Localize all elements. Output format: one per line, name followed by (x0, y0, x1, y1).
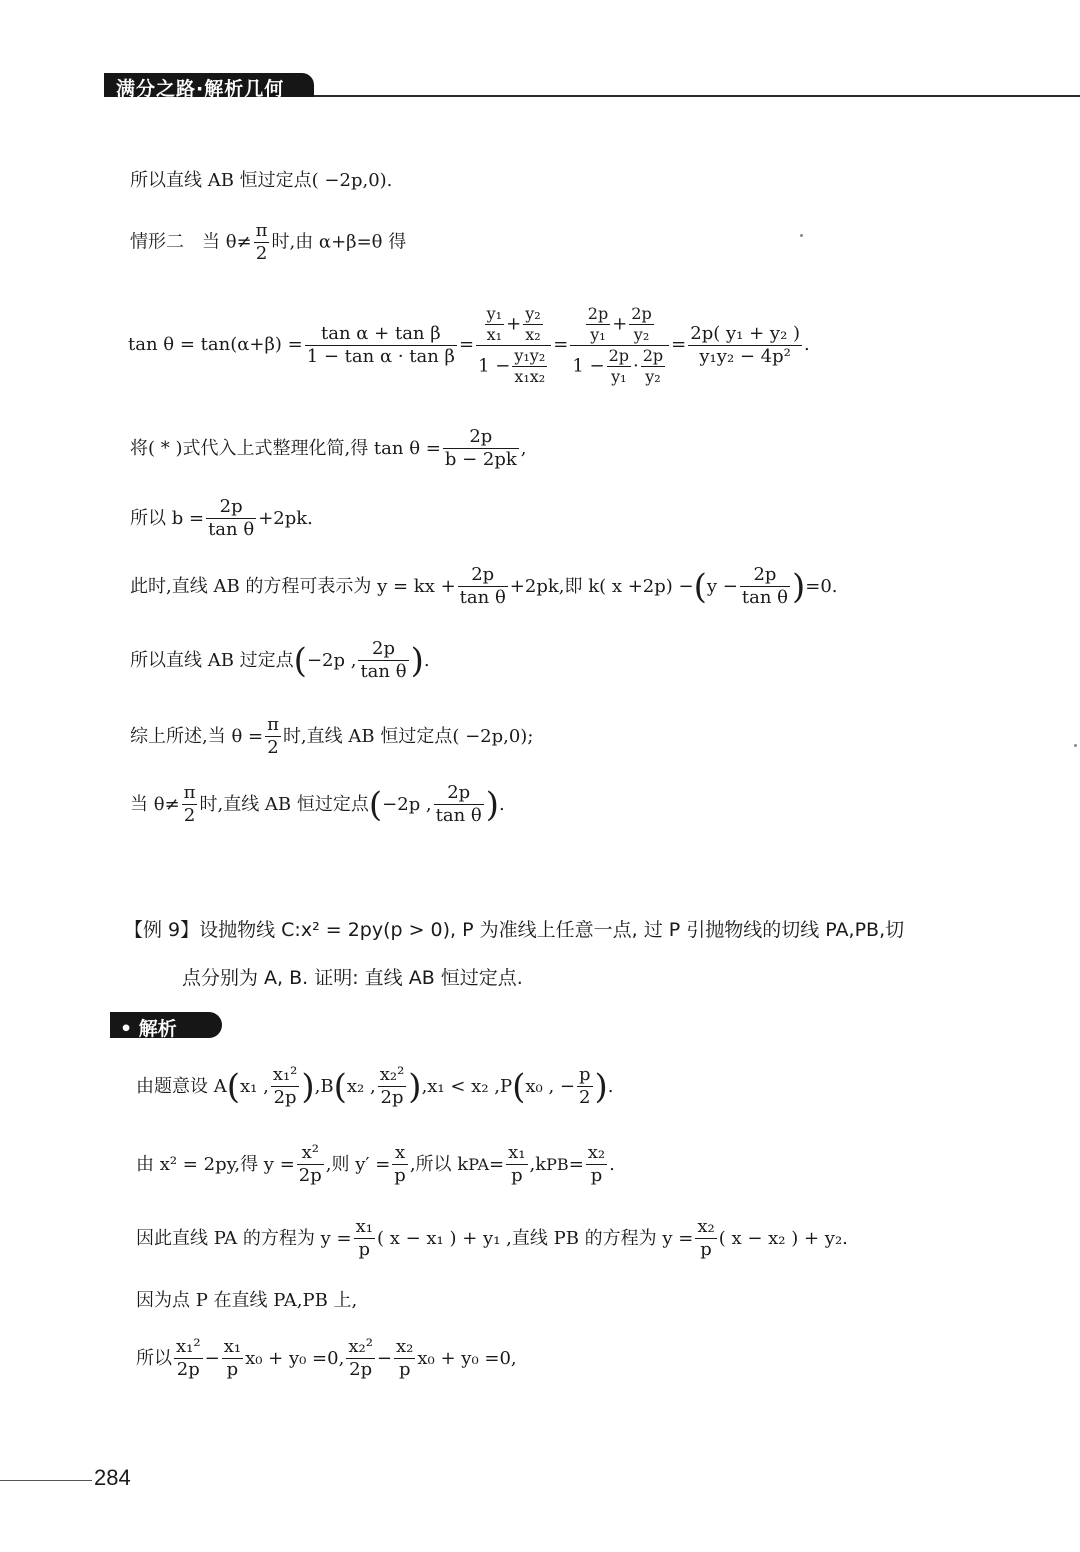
numerator: π (183, 782, 196, 803)
numerator: x₁ (223, 1336, 242, 1357)
denominator: p (590, 1165, 603, 1186)
fraction (394, 1338, 415, 1379)
text-span: 时,直线 AB 恒过定点 (199, 793, 369, 815)
paren-open: ( (368, 784, 383, 825)
denominator: tan θ (459, 587, 506, 608)
fraction (443, 428, 519, 469)
text-span: 将( * )式代入上式整理化简,得 tan θ = (130, 437, 441, 459)
text-span: ,k (529, 1153, 547, 1175)
text-span: 时,由 α+β=θ 得 (271, 231, 407, 253)
text-span: 因此直线 PA 的方程为 y = (136, 1227, 352, 1249)
numerator: p (579, 1064, 591, 1085)
text-span: y − (706, 575, 738, 597)
fraction (354, 1218, 375, 1259)
text-span: = (568, 1153, 584, 1175)
fraction (629, 303, 653, 344)
text-span: 所以 (136, 1347, 172, 1369)
example-9 (124, 906, 984, 1002)
denominator: 2p (298, 1165, 322, 1186)
numerator: y₂ (525, 303, 541, 323)
fraction (346, 1338, 375, 1379)
numerator: 2p (443, 428, 519, 449)
fraction (458, 566, 508, 607)
fraction (523, 303, 542, 344)
equals: = (458, 334, 475, 355)
period: . (804, 334, 810, 355)
text-span: +2pk,即 k( x +2p) − (509, 575, 694, 597)
solution-line-5 (136, 1338, 517, 1379)
numerator: y₁ (486, 303, 503, 323)
denominator: y₂ (645, 366, 661, 386)
numerator: x₁ (355, 1216, 373, 1237)
text-line-5 (130, 498, 313, 539)
numerator: x₂ (697, 1216, 715, 1237)
denominator: tan θ (208, 519, 255, 540)
text-line-4 (130, 428, 527, 469)
denominator: x₂ (525, 324, 541, 344)
text-span: x₀ + y₀ =0, (245, 1347, 345, 1369)
denominator: 1 − $\frac{\text{y₁y₂}}{\text{x₁x₂}}$ (478, 345, 546, 386)
header-rule (314, 95, 1080, 97)
text-line-9 (130, 784, 505, 825)
text-line-6 (130, 566, 838, 607)
text-span: ,则 y′ = (325, 1153, 391, 1175)
denominator: 2 (183, 805, 196, 826)
fraction (607, 345, 631, 386)
subscript: PA (468, 1154, 490, 1174)
denominator: x₁x₂ (514, 366, 546, 386)
minus: − (376, 1347, 393, 1369)
analysis-tag: • 解析 (120, 1018, 177, 1040)
paren-open: ( (226, 1066, 240, 1107)
subscript: PB (546, 1154, 569, 1174)
text-span: ,所以 k (409, 1153, 469, 1175)
period: . (609, 1153, 615, 1175)
solution-line-4: 因为点 P 在直线 PA,PB 上, (136, 1290, 358, 1311)
period: . (423, 649, 430, 671)
equals: = (671, 334, 687, 355)
denominator: tan θ (435, 805, 482, 826)
text-line-7 (130, 640, 430, 681)
numerator: x₂² (348, 1336, 373, 1357)
denominator: y₁y₂ − 4p² (699, 345, 791, 367)
denominator: x₁ (486, 324, 503, 344)
fraction (378, 1066, 407, 1107)
period: . (607, 1075, 614, 1097)
text-span: ,x₁ < x₂ ,P (421, 1075, 513, 1097)
text-span: +2pk. (258, 507, 313, 529)
denominator: 2p (273, 1087, 297, 1108)
formula-tan-theta (128, 290, 810, 400)
paren-open: ( (293, 640, 307, 681)
solution-line-2 (136, 1144, 615, 1185)
text-span: −2p , (382, 793, 432, 815)
fraction (206, 498, 256, 539)
solution-line-3 (136, 1218, 848, 1259)
denominator: b − 2pk (444, 449, 517, 470)
text-span: 此时,直线 AB 的方程可表示为 y = kx + (130, 575, 456, 597)
numerator: 2p (608, 345, 630, 365)
numerator: 2p (740, 566, 790, 587)
fraction (485, 303, 504, 344)
denominator: p (226, 1359, 239, 1380)
denominator: 2p (349, 1359, 373, 1380)
numerator: x₁² (176, 1336, 201, 1357)
text-line-1: 所以直线 AB 恒过定点( −2p,0). (130, 170, 393, 191)
numerator: x₂ (396, 1336, 414, 1357)
fraction (577, 1066, 593, 1107)
scan-speck (1074, 744, 1077, 747)
denominator: 2p (380, 1087, 404, 1108)
paren-open: ( (512, 1066, 526, 1107)
text-span: −2p , (306, 649, 357, 671)
fraction (586, 1144, 607, 1185)
paren-open: ( (693, 566, 707, 607)
fraction (182, 784, 198, 825)
fraction (265, 716, 281, 757)
denominator: y₁ (611, 366, 627, 386)
numerator: π (267, 714, 279, 735)
text-span: 综上所述,当 θ = (130, 725, 264, 747)
period: . (499, 793, 505, 815)
fraction (254, 222, 270, 263)
example-line-2: 点分别为 A, B. 证明: 直线 AB 恒过定点. (182, 967, 523, 989)
fraction (222, 1338, 243, 1379)
paren-close: ) (485, 784, 500, 825)
comma: , (520, 437, 527, 459)
text-span: 所以 b = (130, 507, 205, 529)
fraction (740, 566, 790, 607)
fraction (358, 640, 408, 681)
page-number: 284 (94, 1465, 131, 1490)
denominator: 2p (176, 1359, 200, 1380)
denominator: 2 (255, 243, 268, 264)
numerator: x₁ (508, 1142, 526, 1163)
text-span: 时,直线 AB 恒过定点( −2p,0); (282, 725, 534, 747)
numerator: x₁² (272, 1064, 298, 1085)
minus: − (204, 1347, 220, 1369)
paren-close: ) (301, 1066, 315, 1107)
numerator: 2p (358, 640, 408, 661)
fraction (586, 303, 610, 344)
numerator: $\frac{\text{y₁}}{\text{x₁}}$ + $\frac{\text{y₂}}{\text{x₂}}$ (476, 306, 551, 346)
numerator: x (392, 1144, 408, 1165)
numerator: $\frac{2p}{\text{y₁}}$ + $\frac{2p}{\text{y₂}}$ (570, 306, 669, 346)
footer-rule (0, 1480, 92, 1481)
text-span: = (489, 1153, 505, 1175)
fraction-result (688, 322, 802, 367)
numerator: 2p (642, 345, 664, 365)
fraction (271, 1066, 300, 1107)
numerator: 2p (631, 303, 652, 323)
text-span: x₁ , (240, 1075, 269, 1097)
fraction-slopes (476, 303, 551, 386)
fraction (174, 1338, 203, 1379)
text-line-8 (130, 716, 533, 757)
scan-speck (800, 234, 803, 237)
numerator: x² (297, 1144, 324, 1165)
text-span: 当 θ≠ (130, 793, 180, 815)
text-span: ,B (314, 1075, 334, 1097)
text-span: tan θ = tan(α+β) = (128, 334, 303, 355)
fraction (506, 1144, 527, 1185)
text-span: ( x − x₁ ) + y₁ ,直线 PB 的方程为 y = (376, 1227, 694, 1249)
numerator: x₂ (587, 1142, 606, 1163)
denominator: tan θ (360, 661, 407, 682)
denominator: 1 − $\frac{2p}{\text{y₁}}$ · $\frac{2p}{\text{y₂}}$ (572, 345, 664, 386)
denominator: p (398, 1359, 411, 1380)
text-line-2 (130, 222, 406, 263)
numerator: 2p (206, 498, 256, 519)
numerator: tan α + tan β (305, 325, 457, 346)
numerator: 2p (587, 303, 609, 323)
paren-close: ) (792, 566, 806, 607)
denominator: tan θ (741, 587, 788, 608)
fraction (392, 1144, 408, 1185)
denominator: p (700, 1239, 712, 1260)
numerator: 2p( y₁ + y₂ ) (690, 322, 801, 344)
text-span: x₀ + y₀ =0, (417, 1347, 517, 1369)
text-span: x₂ , (346, 1075, 376, 1097)
numerator: x₂² (379, 1064, 405, 1085)
text-span: =0. (805, 575, 838, 597)
fraction (641, 345, 665, 386)
denominator: p (511, 1165, 523, 1186)
paren-close: ) (594, 1066, 608, 1107)
fraction (434, 784, 484, 825)
denominator: y₂ (633, 324, 650, 344)
numerator: y₁y₂ (514, 345, 546, 365)
text-span: 所以直线 AB 过定点 (130, 649, 294, 671)
paren-close: ) (410, 640, 424, 681)
fraction-tan-sum (305, 322, 457, 367)
text-span: 由题意设 A (136, 1075, 227, 1097)
paren-close: ) (408, 1066, 422, 1107)
fraction (297, 1144, 324, 1185)
denominator: 2 (267, 737, 279, 758)
running-header-title: 满分之路·解析几何 (116, 78, 285, 100)
text-span: 情形二 当 θ≠ (130, 231, 252, 253)
text-span: ( x − x₂ ) + y₂. (718, 1227, 848, 1249)
paren-open: ( (333, 1066, 347, 1107)
numerator: 2p (458, 566, 508, 587)
denominator: 1 − tan α · tan β (306, 345, 455, 367)
fraction (695, 1218, 716, 1259)
denominator: p (394, 1165, 406, 1186)
denominator: y₁ (590, 324, 606, 344)
fraction-2p (570, 303, 669, 386)
example-line-1: 【例 9】设抛物线 C:x² = 2py(p > 0), P 为准线上任意一点, 过 P 引抛物线的切线 PA,PB,切 (124, 919, 905, 941)
denominator: p (358, 1239, 371, 1260)
numerator: 2p (434, 784, 484, 805)
numerator: π (255, 220, 268, 241)
text-span: 由 x² = 2py,得 y = (136, 1153, 295, 1175)
text-span: x₀ , − (525, 1075, 575, 1097)
solution-line-1 (136, 1066, 614, 1107)
denominator: 2 (579, 1087, 591, 1108)
equals: = (553, 334, 569, 355)
